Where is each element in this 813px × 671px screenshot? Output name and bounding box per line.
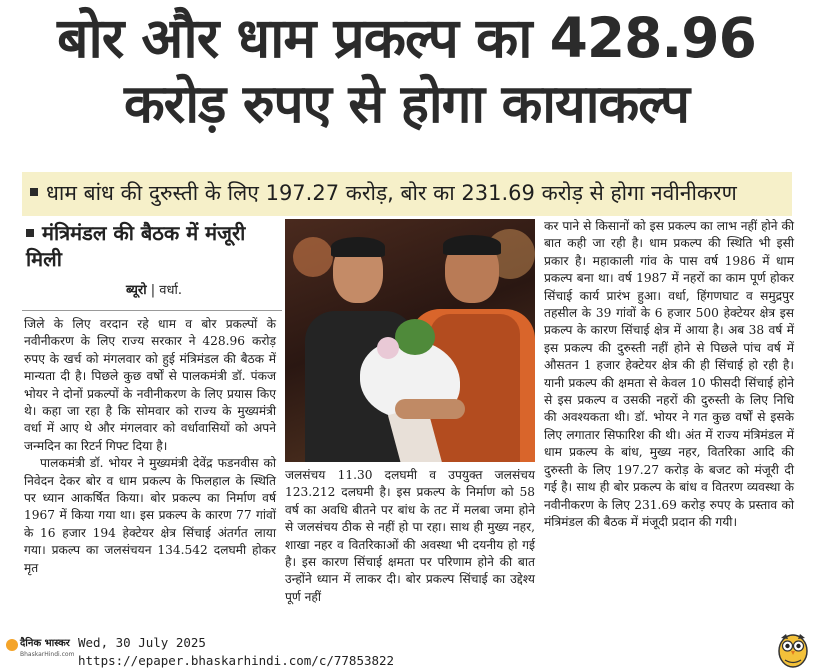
person-left-hair bbox=[331, 237, 385, 257]
news-photo bbox=[285, 219, 535, 462]
hands bbox=[395, 399, 465, 419]
photo-light bbox=[293, 237, 333, 277]
logo-text: दैनिक भास्कर bbox=[20, 638, 70, 649]
byline: ब्यूरो | वर्धा. bbox=[126, 283, 182, 298]
owl-icon bbox=[777, 630, 809, 668]
bullet-icon bbox=[30, 188, 38, 196]
headline-line-1: बोर और धाम प्रकल्प का 428.96 bbox=[57, 6, 756, 70]
paragraph: जलसंचय 11.30 दलघमी व उपयुक्त जलसंचय 123.212 दलघमी है। इस प्रकल्प के निर्माण को 58 वर्ष का अवधि बीतने पर बांध के तट में मलबा जमा होने से जलसंचय ठीक से नहीं हो पा रहा। साथ ही मुख्य नहर, शाखा नहर व वितरिकाओं की अवस्था भी दयनीय हो गई है। इस कारण सिंचाई क्षमता पर परिणाम होने की बात उन्होंने ध्यान में लाकर दी। बोर प्रकल्प सिंचाई का उद्देश्य पूर्ण नहीं bbox=[285, 468, 535, 604]
divider bbox=[22, 310, 282, 311]
article-column-left bbox=[24, 316, 276, 577]
subheadline-text: धाम बांध की दुरुस्ती के लिए 197.27 करोड़, बोर का 231.69 करोड़ से होगा नवीनीकरण bbox=[46, 181, 737, 205]
article-column-middle bbox=[285, 467, 535, 606]
headline bbox=[0, 4, 813, 138]
kicker bbox=[26, 220, 286, 272]
bullet-icon bbox=[26, 229, 34, 237]
person-right-hair bbox=[443, 235, 501, 255]
article-column-right bbox=[544, 218, 794, 531]
subheadline bbox=[30, 176, 790, 210]
footer-date: Wed, 30 July 2025 bbox=[78, 635, 206, 650]
kicker-text: मंत्रिमंडल की बैठक में मंजूरी मिली bbox=[26, 221, 246, 271]
footer-url[interactable]: https://epaper.bhaskarhindi.com/c/77853822 bbox=[78, 653, 395, 668]
sun-logo-icon bbox=[6, 639, 18, 651]
headline-line-2: करोड़ रुपए से होगा कायाकल्प bbox=[123, 74, 690, 135]
paragraph: पालकमंत्री डॉ. भोयर ने मुख्यमंत्री देवेंद्र फडनवीस को निवेदन देकर बोर व धाम प्रकल्प के फिलहाल के स्थिति पर ध्यान आकर्षित किया। बोर प्रकल्प का निर्माण वर्ष 1967 में किया गया था। इस प्रकल्प के कारण 77 गांवों के 16 हजार 194 हेक्टेयर क्षेत्र सिंचाई अंतर्गत लाया गया। प्रकल्प का जलसंचयन 134.542 दलघमी होकर मृत bbox=[24, 456, 276, 575]
paragraph: कर पाने से किसानों को इस प्रकल्प का लाभ नहीं होने की बात कही जा रही है। धाम प्रकल्प की स्थिति भी इसी प्रकार है। महाकाली गांव के पास वर्ष 1986 में धाम प्रकल्प बना था। वर्ष 1987 में नहरों का काम पूर्ण होकर सिंचाई कार्य प्रारंभ हुआ। वर्धा, हिंगणघाट व समुद्रपुर तहसील के 39 गांवों के 6 हजार 500 हेक्टेयर क्षेत्र इस प्रकल्प के कारण सिंचाई क्षेत्र में आया है। अब 38 वर्ष में इस प्रकल्प की दुरुस्ती नहीं होने से पिछले पांच वर्ष में औसतन 1 हजार हेक्टेयर क्षेत्र की ही सिंचाई हो रही है। यानी प्रकल्प की क्षमता से केवल 10 फीसदी सिंचाई होने से इस प्रकल्प व उसकी नहरों की दुरुस्ती के लिए निधि की अवश्यकता थी। डॉ. भोयर ने गत कुछ वर्षों से इसके लिए लगातार सिफारिश की थी। अंत में राज्य मंत्रिमंडल में धाम प्रकल्प के बांध, मुख्य नहर, वितरिका आदि की दुरुस्ती के लिए 197.27 करोड़ के बजट को मंजूरी दी गई है। साथ ही बोर प्रकल्प के बांध व वितरण व्यवस्था के नवीनीकरण के लिए 231.69 करोड़ रुपए के प्रस्ताव को मंत्रिमंडल की बैठक में मंजूदी प्रदान की गयी। bbox=[544, 219, 794, 529]
subheadline-band bbox=[22, 172, 792, 216]
byline-place: वर्धा. bbox=[159, 283, 182, 298]
logo-subtext: BhaskarHindi.com bbox=[20, 651, 75, 658]
paragraph: जिले के लिए वरदान रहे धाम व बोर प्रकल्पों के नवीनीकरण के लिए राज्य सरकार ने 428.96 करोड़ रुपए के खर्च को मंगलवार को हुई मंत्रिमंडल की बैठक में मान्यता दी है। पिछले कुछ वर्षों से पालकमंत्री डॉ. पंकज भोयर ने दोनों प्रकल्पों के नवीनीकरण के लिए प्रयास किए थे। कहा जा रहा है कि सोमवार को राज्य के मुख्यमंत्री वर्धा में आए थे और मंगलवार को वर्धावासियों को अपने जन्मदिन का रिटर्न गिफ्ट दिया है। bbox=[24, 317, 276, 453]
byline-author: ब्यूरो bbox=[126, 283, 147, 298]
bouquet-flower bbox=[377, 337, 399, 359]
footer-meta bbox=[78, 634, 394, 670]
publisher-logo bbox=[6, 637, 76, 665]
bouquet-leaves bbox=[395, 319, 435, 355]
